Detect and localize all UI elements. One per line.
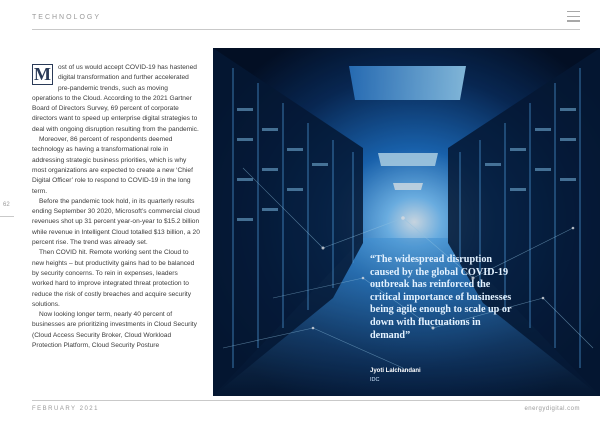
quote-author: Jyoti Lalchandani bbox=[370, 368, 421, 374]
header-divider bbox=[32, 29, 580, 30]
side-divider bbox=[0, 216, 14, 217]
page-header bbox=[32, 10, 580, 30]
hamburger-menu-icon[interactable] bbox=[567, 11, 580, 22]
article-paragraph: Then COVID hit. Remote working sent the Cloud to new heights – but productivity gains had to be balanced by security concerns. To rein in expenses, leaders worked hard to improve integrated threat protection to reduce the risk of costly breaches and acquire security solutions. bbox=[32, 249, 195, 308]
article-paragraph: Now looking longer term, nearly 40 percent of businesses are prioritizing investments in Cloud Security (Cloud Access Security Broker, Cloud Workload Protection Platform, Cloud Security Posture bbox=[32, 311, 197, 350]
section-label: TECHNOLOGY bbox=[32, 14, 102, 21]
article-paragraph: Before the pandemic took hold, in its quarterly results ending September 30 2020, Microsoft’s commercial cloud revenues shot up 31 percent year-on-year to $15.2 billion while revenue in Intelligent Cloud totalled $13 billion, a 20 percent rise. The trend was already set. bbox=[32, 197, 200, 247]
article-paragraph: Moreover, 86 percent of respondents deemed technology as having a transformational role in addressing strategic business priorities, which is why most organizations are expected to create a new ‘Chief Digital Officer’ role to respond to COVID-19 in the long term. bbox=[32, 136, 193, 195]
website-link[interactable]: energydigital.com bbox=[524, 406, 580, 412]
dropcap: M bbox=[34, 64, 51, 84]
data-center-photo bbox=[213, 48, 600, 396]
article-paragraph: M ost of us would accept COVID-19 has hastened digital transformation and further accelerated pre-pandemic trends, such as moving operations to the Cloud. According to the 2021 Gartner Board of Directors Survey, 69 percent of corporate directors want to speed up enterprise digital strategies to deal with ongoing disruption resulting from the pandemic. bbox=[32, 64, 199, 133]
quote-organization: IDC bbox=[370, 377, 380, 383]
issue-date: FEBRUARY 2021 bbox=[32, 406, 99, 412]
pull-quote: “The widespread disruption caused by the global COVID-19 outbreak has reinforced the critical importance of businesses being agile enough to scale up or down with fluctuations in demand” bbox=[370, 254, 512, 341]
footer-divider bbox=[32, 400, 580, 401]
page-number: 62 bbox=[3, 202, 10, 208]
article-body bbox=[32, 63, 200, 351]
